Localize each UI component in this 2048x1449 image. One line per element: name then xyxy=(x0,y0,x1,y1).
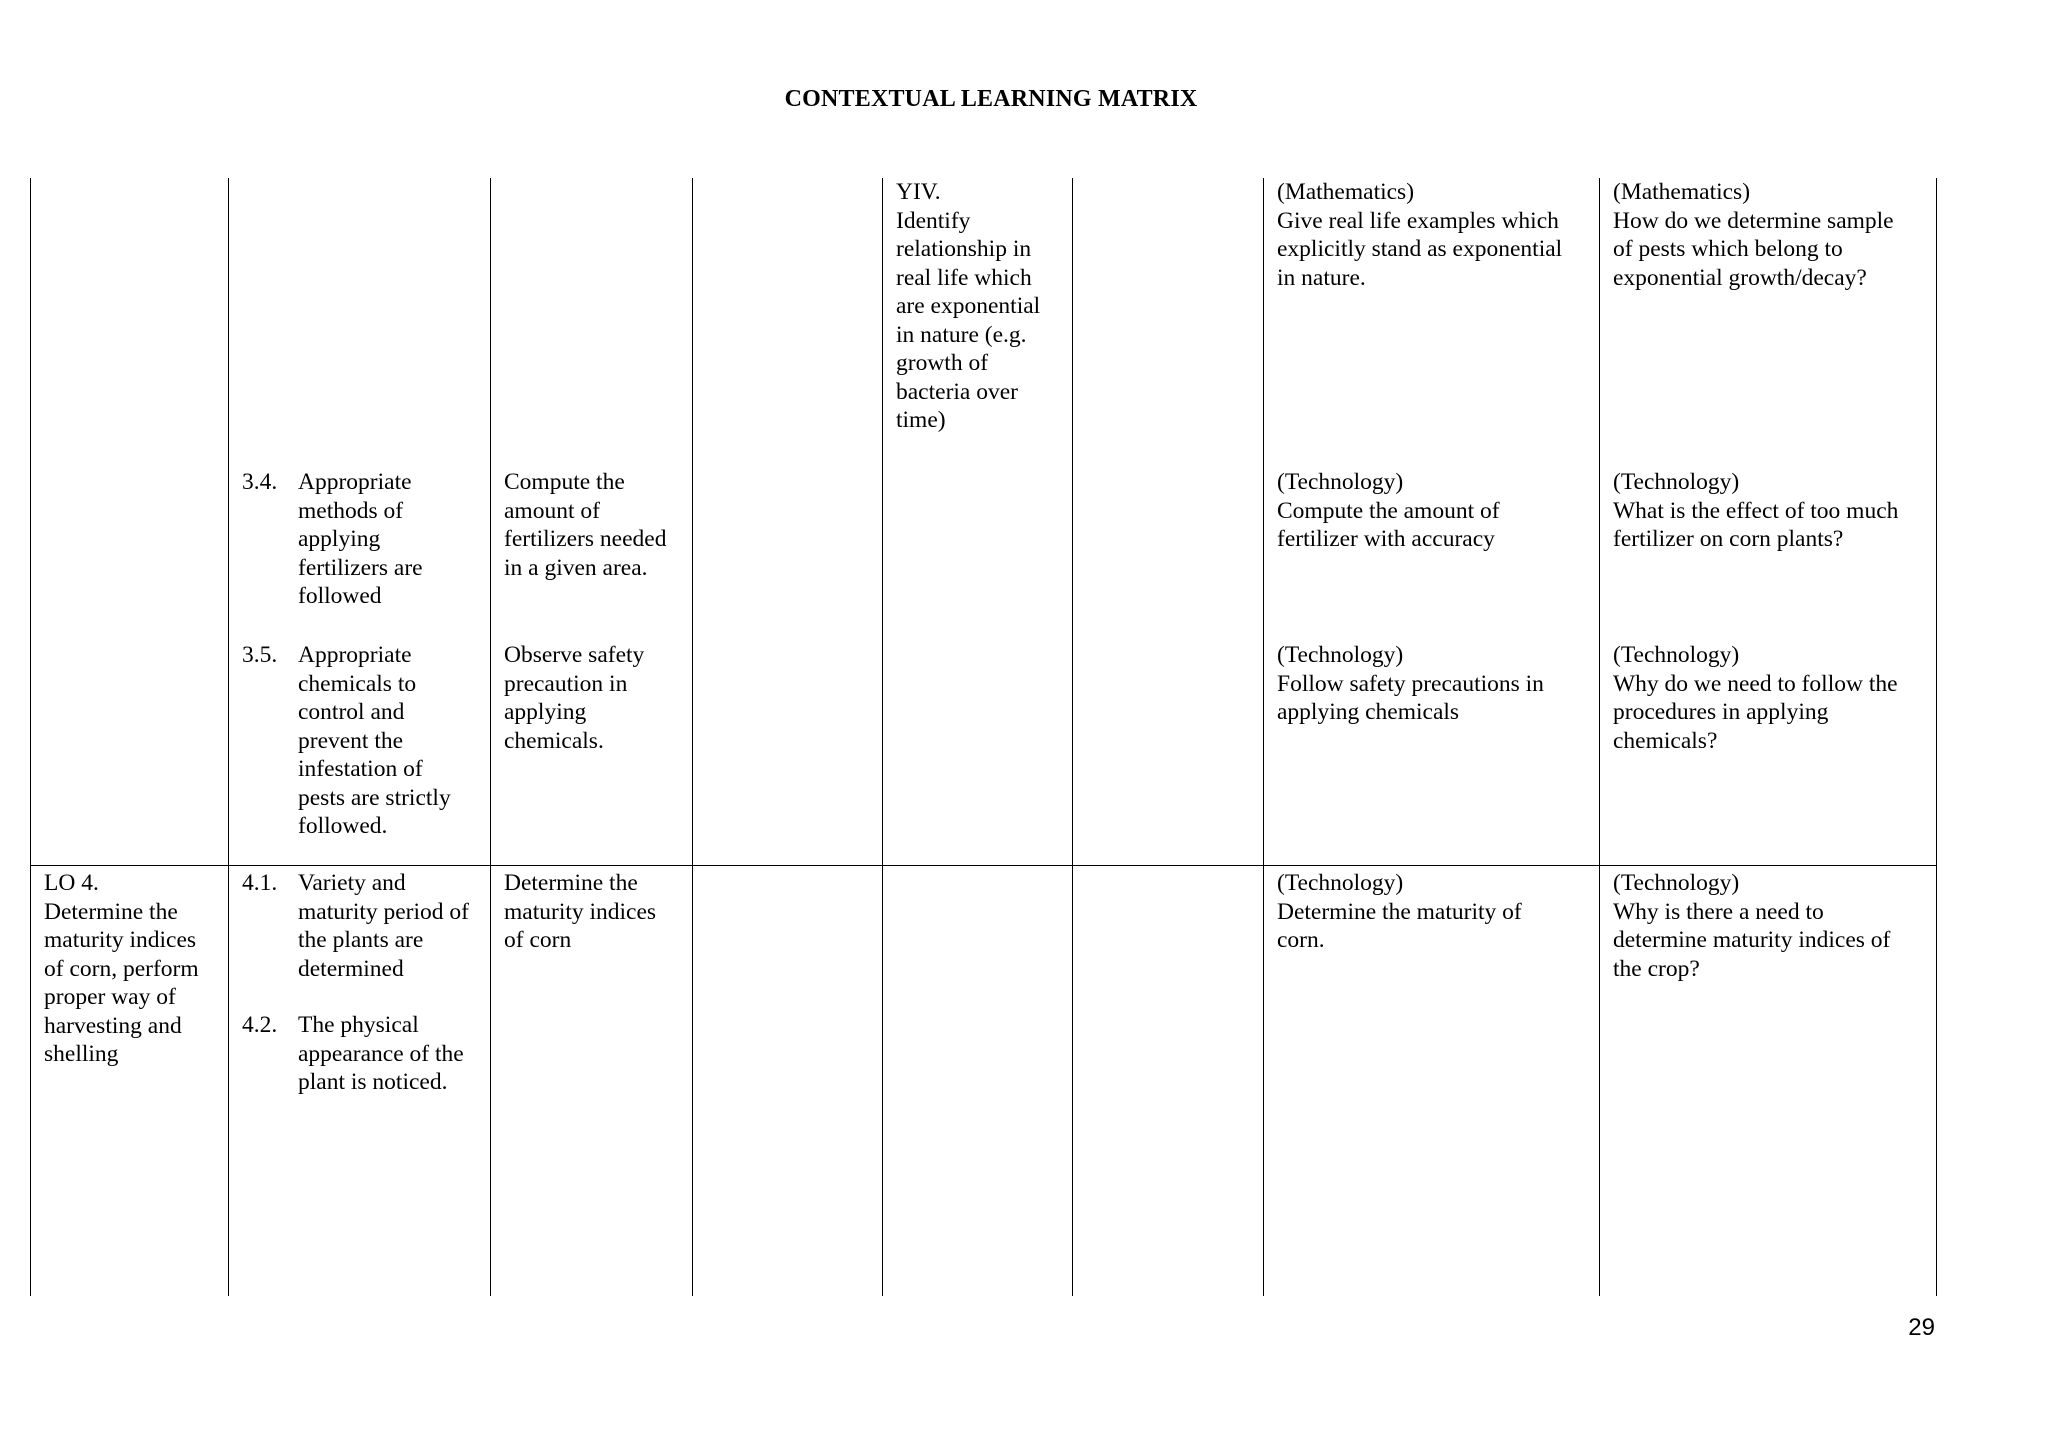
cell-text-line: LO 4. xyxy=(44,870,99,896)
criteria-text-line: prevent the xyxy=(298,727,404,754)
cell-text-line: Compute the xyxy=(504,469,625,495)
page-number: 29 xyxy=(1908,1314,1935,1341)
criteria-text-line: followed. xyxy=(298,813,388,839)
blank-cell xyxy=(1073,465,1264,638)
cell-text-line: maturity indices xyxy=(44,927,197,953)
cell-text-line: (Technology) xyxy=(1613,469,1740,495)
cell-text-line: of pests which belong to xyxy=(1613,236,1843,262)
criteria-text-line: The physical xyxy=(298,1012,419,1038)
cell-text-line: the crop? xyxy=(1613,955,1700,982)
cell-text-line: (Technology) xyxy=(1277,642,1404,668)
learning-matrix-table xyxy=(30,178,1937,1296)
assessment-criteria-cell xyxy=(229,638,491,866)
cell-text-line: Observe safety xyxy=(504,642,645,668)
table-row xyxy=(31,866,1937,1297)
cell-text-line: corn. xyxy=(1277,927,1325,953)
contents-cell xyxy=(491,465,693,638)
integration-activity-cell xyxy=(1264,638,1600,866)
contents-cell xyxy=(491,178,693,465)
cell-text-line: of corn xyxy=(504,927,572,953)
cell-text-line: Compute the amount of xyxy=(1277,497,1500,524)
criteria-text-line: infestation of xyxy=(298,756,423,782)
cell-text-line: (Mathematics) xyxy=(1277,179,1415,205)
cell-text-line: procedures in applying xyxy=(1613,699,1829,725)
criteria-item xyxy=(242,468,480,611)
guide-question-cell xyxy=(1600,866,1937,1297)
criteria-item xyxy=(242,641,480,841)
blank-cell xyxy=(1073,178,1264,465)
cell-text-line: Why do we need to follow the xyxy=(1613,670,1898,697)
cell-text-line: exponential growth/decay? xyxy=(1613,264,1867,291)
blank-cell xyxy=(693,866,883,1297)
cell-text-line: bacteria over xyxy=(896,378,1018,405)
cell-text-line: How do we determine sample xyxy=(1613,207,1894,234)
blank-cell xyxy=(693,465,883,638)
criteria-text-line: appearance of the xyxy=(298,1040,464,1067)
criteria-text-line: pests are strictly xyxy=(298,784,451,811)
guide-question-cell xyxy=(1600,465,1937,638)
cell-text-line: fertilizer on corn plants? xyxy=(1613,526,1844,552)
cell-text-line: What is the effect of too much xyxy=(1613,497,1899,524)
contents-cell xyxy=(491,866,693,1297)
contents-cell xyxy=(491,638,693,866)
criteria-text-line: determined xyxy=(298,955,404,982)
criteria-text xyxy=(298,468,423,611)
cell-text-line: fertilizers needed xyxy=(504,526,667,552)
item-spacer xyxy=(242,983,480,1011)
cell-text-line: shelling xyxy=(44,1041,119,1067)
criteria-text-line: maturity period of xyxy=(298,898,469,925)
criteria-number: 4.1. xyxy=(242,870,278,896)
table-row xyxy=(31,638,1937,866)
cell-text-line: Follow safety precautions in xyxy=(1277,670,1544,697)
cell-text-line: harvesting and xyxy=(44,1012,182,1039)
cell-text-line: Identify xyxy=(896,207,971,234)
learning-outcome-cell xyxy=(31,866,229,1297)
cell-text-line: (Technology) xyxy=(1613,642,1740,668)
criteria-text xyxy=(298,869,469,983)
blank-cell xyxy=(1073,866,1264,1297)
criteria-number: 3.5. xyxy=(242,642,278,668)
criteria-text-line: control and xyxy=(298,699,405,725)
related-competency-cell xyxy=(883,866,1073,1297)
criteria-text-line: Appropriate xyxy=(298,642,412,668)
blank-cell xyxy=(693,638,883,866)
guide-question-cell xyxy=(1600,178,1937,465)
integration-activity-cell xyxy=(1264,866,1600,1297)
cell-text-line: (Mathematics) xyxy=(1613,179,1751,205)
table-row xyxy=(31,465,1937,638)
criteria-text xyxy=(298,1011,464,1097)
cell-text-line: (Technology) xyxy=(1613,870,1740,896)
cell-text-line: chemicals? xyxy=(1613,727,1718,754)
cell-text-line: proper way of xyxy=(44,984,176,1010)
criteria-text-line: methods of xyxy=(298,497,404,524)
integration-activity-cell xyxy=(1264,178,1600,465)
cell-text-line: (Technology) xyxy=(1277,469,1404,495)
cell-text-line: real life which xyxy=(896,264,1032,291)
cell-text-line: Determine the xyxy=(44,898,178,925)
related-competency-cell xyxy=(883,178,1073,465)
cell-text-line: precaution in xyxy=(504,670,628,697)
cell-text-line: applying xyxy=(504,699,587,725)
related-competency-cell xyxy=(883,638,1073,866)
criteria-text xyxy=(298,641,451,841)
blank-cell xyxy=(693,178,883,465)
cell-text-line: in nature (e.g. xyxy=(896,321,1027,348)
cell-text-line: Determine the maturity of xyxy=(1277,898,1522,925)
cell-text-line: fertilizer with accuracy xyxy=(1277,526,1495,552)
criteria-text-line: plant is noticed. xyxy=(298,1069,448,1095)
cell-text-line: are exponential xyxy=(896,293,1041,319)
criteria-text-line: the plants are xyxy=(298,927,424,953)
criteria-text-line: applying xyxy=(298,526,381,552)
criteria-number: 4.2. xyxy=(242,1012,278,1038)
assessment-criteria-cell xyxy=(229,866,491,1297)
cell-text-line: amount of xyxy=(504,497,600,524)
criteria-item xyxy=(242,869,480,983)
cell-text-line: chemicals. xyxy=(504,727,604,754)
criteria-number: 3.4. xyxy=(242,469,278,495)
cell-text-line: of corn, perform xyxy=(44,955,199,982)
cell-text-line: growth of xyxy=(896,350,989,376)
page-title: CONTEXTUAL LEARNING MATRIX xyxy=(784,86,1198,112)
cell-text-line: Give real life examples which xyxy=(1277,207,1559,234)
cell-text-line: in nature. xyxy=(1277,264,1366,291)
cell-text-line: Determine the xyxy=(504,870,638,896)
learning-outcome-cell xyxy=(31,638,229,866)
cell-text-line: YIV. xyxy=(896,179,941,205)
cell-text-line: relationship in xyxy=(896,236,1032,262)
cell-text-line: maturity indices xyxy=(504,898,657,925)
learning-outcome-cell xyxy=(31,465,229,638)
cell-text-line: time) xyxy=(896,407,946,433)
cell-text-line: (Technology) xyxy=(1277,870,1404,896)
integration-activity-cell xyxy=(1264,465,1600,638)
criteria-text-line: chemicals to xyxy=(298,670,417,697)
guide-question-cell xyxy=(1600,638,1937,866)
learning-outcome-cell xyxy=(31,178,229,465)
table-row xyxy=(31,178,1937,465)
assessment-criteria-cell xyxy=(229,178,491,465)
cell-text-line: applying chemicals xyxy=(1277,699,1460,725)
cell-text-line: determine maturity indices of xyxy=(1613,927,1891,953)
criteria-text-line: followed xyxy=(298,583,382,609)
criteria-item xyxy=(242,1011,480,1097)
criteria-text-line: Appropriate xyxy=(298,469,412,495)
cell-text-line: Why is there a need to xyxy=(1613,898,1824,925)
criteria-text-line: fertilizers are xyxy=(298,554,423,581)
cell-text-line: explicitly stand as exponential xyxy=(1277,236,1563,262)
related-competency-cell xyxy=(883,465,1073,638)
assessment-criteria-cell xyxy=(229,465,491,638)
criteria-text-line: Variety and xyxy=(298,870,406,896)
cell-text-line: in a given area. xyxy=(504,554,648,581)
blank-cell xyxy=(1073,638,1264,866)
